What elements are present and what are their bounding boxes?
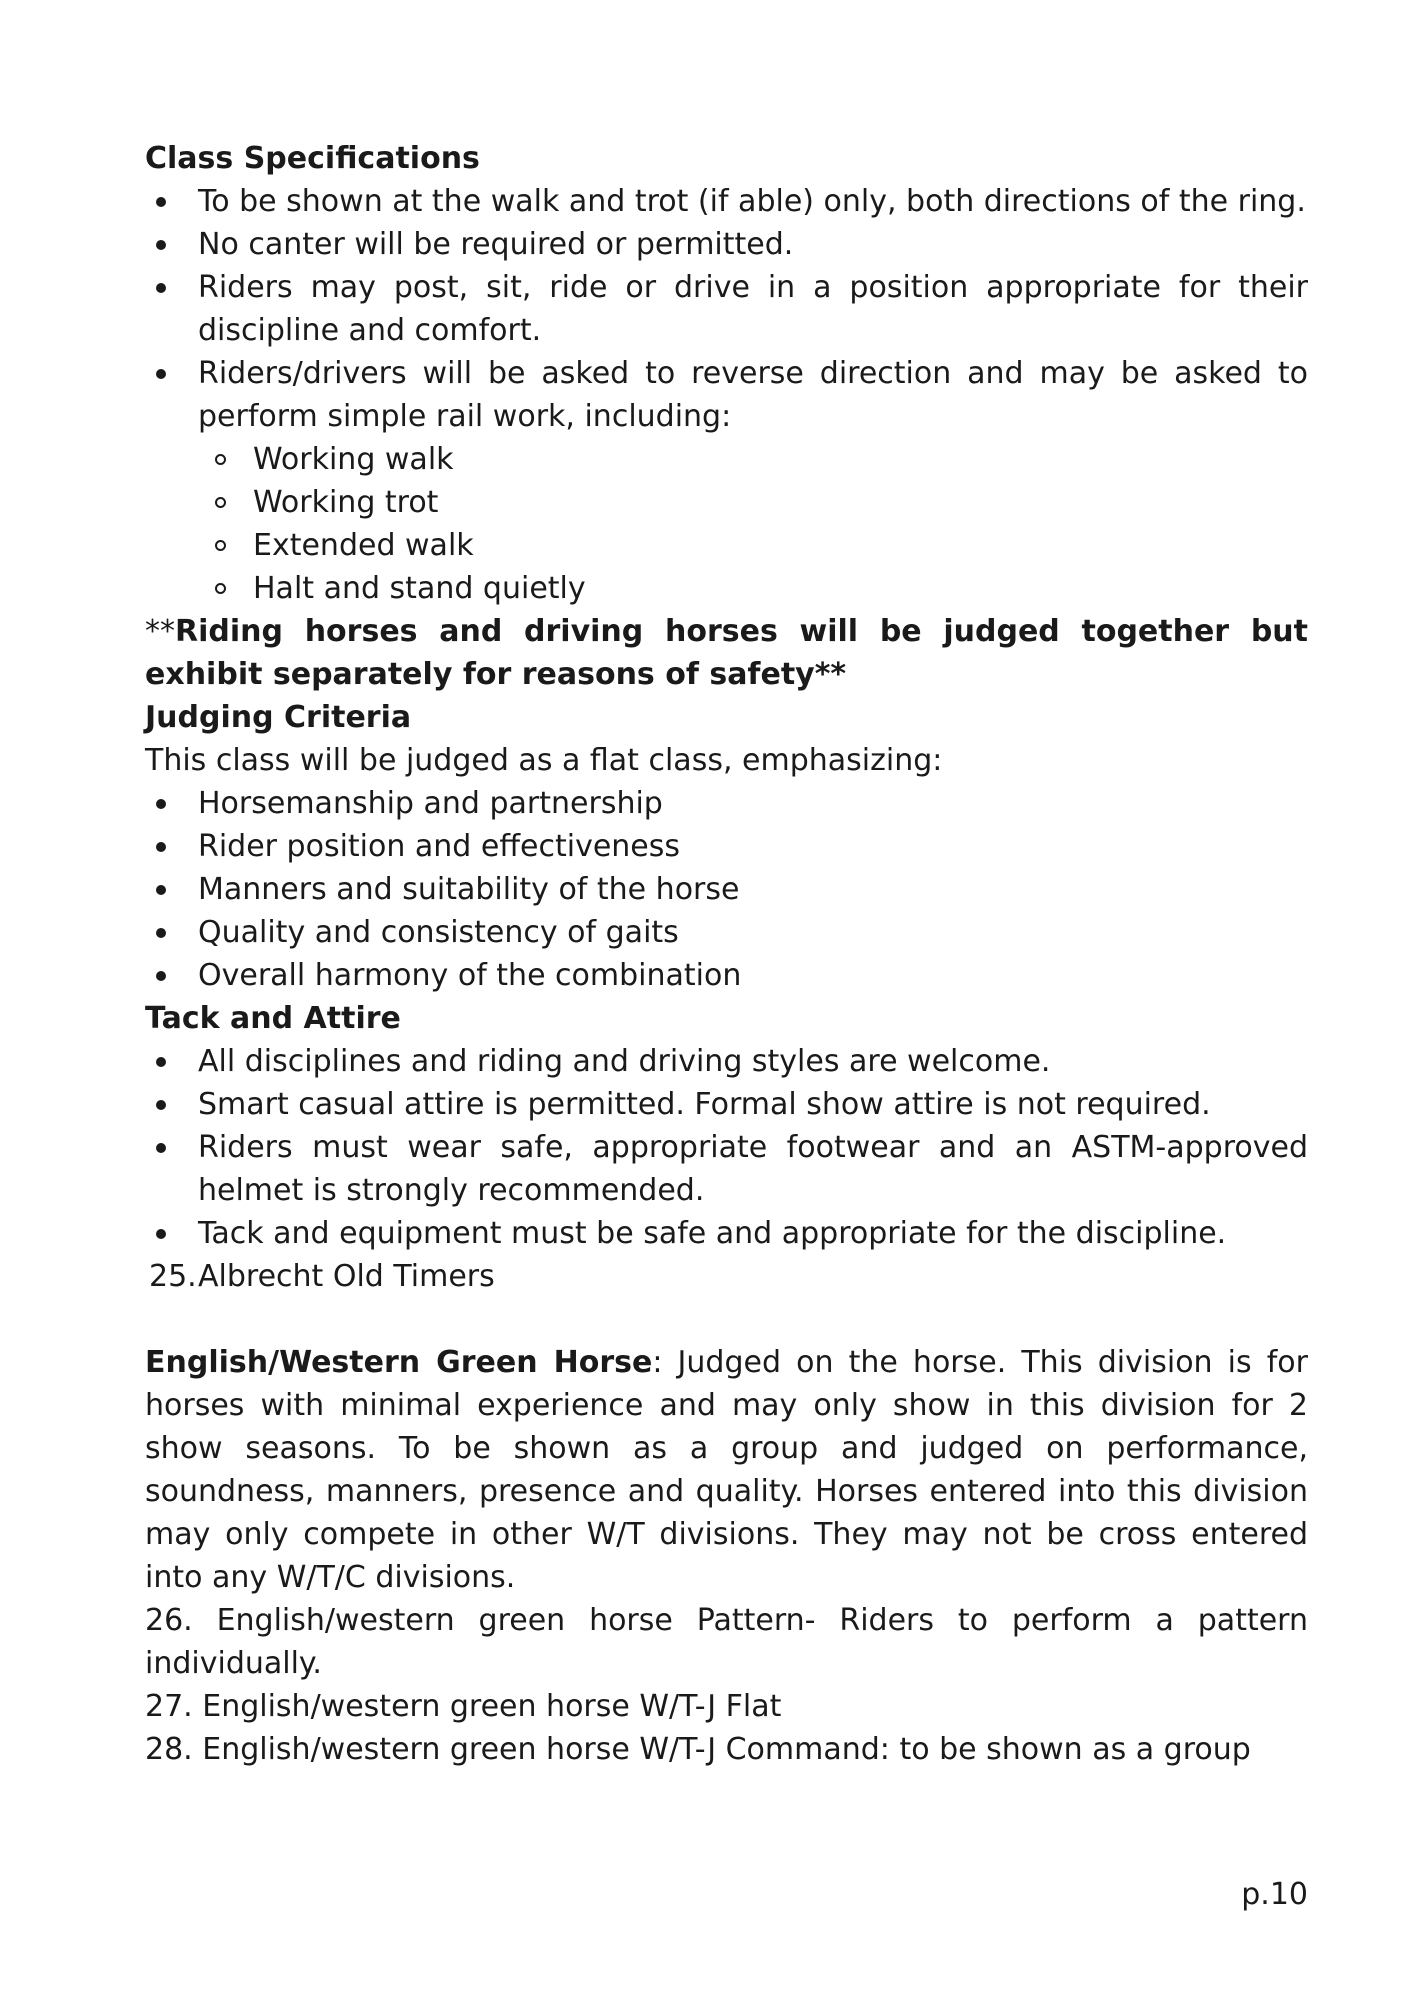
class-specifications-heading: Class Specifications	[145, 141, 480, 176]
bullet-icon	[156, 885, 166, 895]
list-item: Horsemanship and partnership	[145, 782, 1308, 825]
list-item: Tack and equipment must be safe and appropriate for the discipline.	[145, 1212, 1308, 1255]
list-item: Rider position and effectiveness	[145, 825, 1308, 868]
list-item: To be shown at the walk and trot (if able) only, both directions of the ring.	[145, 180, 1308, 223]
class-specifications-list	[145, 180, 1308, 438]
sub-list-item: Working trot	[145, 481, 1308, 524]
class-25-item	[145, 1255, 1308, 1298]
list-item: Riders may post, sit, ride or drive in a position appropriate for their discipline and comfort.	[145, 266, 1308, 352]
page-number: p.10	[1241, 1877, 1308, 1912]
class-28-item: 28. English/western green horse W/T-J Command: to be shown as a group	[145, 1732, 1251, 1767]
sub-list-item: Extended walk	[145, 524, 1308, 567]
spacer	[145, 1298, 1308, 1341]
list-item: Smart casual attire is permitted. Formal show attire is not required.	[145, 1083, 1308, 1126]
sub-list-item: Working walk	[145, 438, 1308, 481]
list-item: No canter will be required or permitted.	[145, 223, 1308, 266]
bullet-icon	[156, 197, 166, 207]
rail-work-list	[145, 438, 1308, 610]
document-page	[145, 137, 1308, 1771]
list-item: Quality and consistency of gaits	[145, 911, 1308, 954]
class-25-number: 25.	[149, 1259, 197, 1294]
bullet-icon	[156, 842, 166, 852]
list-item: Manners and suitability of the horse	[145, 868, 1308, 911]
bullet-icon	[156, 1100, 166, 1110]
hollow-bullet-icon	[215, 454, 226, 465]
green-horse-paragraph	[145, 1341, 1308, 1599]
judging-criteria-heading: Judging Criteria	[145, 700, 412, 735]
hollow-bullet-icon	[215, 497, 226, 508]
list-item: Riders must wear safe, appropriate footwear and an ASTM-approved helmet is strongly recommended.	[145, 1126, 1308, 1212]
class-27-item: 27. English/western green horse W/T-J Flat	[145, 1689, 782, 1724]
bullet-icon	[156, 928, 166, 938]
hollow-bullet-icon	[215, 583, 226, 594]
list-item: Overall harmony of the combination	[145, 954, 1308, 997]
bullet-icon	[156, 799, 166, 809]
bullet-icon	[156, 1057, 166, 1067]
hollow-bullet-icon	[215, 540, 226, 551]
green-horse-title: English/Western Green Horse	[145, 1345, 653, 1380]
bullet-icon	[156, 240, 166, 250]
sub-list-item: Halt and stand quietly	[145, 567, 1308, 610]
list-item: Riders/drivers will be asked to reverse direction and may be asked to perform simple rail work, including:	[145, 352, 1308, 438]
class-25-text: Albrecht Old Timers	[198, 1259, 495, 1294]
tack-attire-heading: Tack and Attire	[145, 1001, 401, 1036]
green-horse-description: : Judged on the horse. This division is for horses with minimal experience and may only show in this division for 2 show seasons. To be shown as a group and judged on performance, soundness, manners, presence and quality. Horses entered into this division may only compete in other W/T divisions. They may not be cross entered into any W/T/C divisions.	[145, 1345, 1308, 1595]
safety-note: **Riding horses and driving horses will be judged together but exhibit separately for reasons of safety**	[145, 614, 1308, 692]
class-26-item: 26. English/western green horse Pattern- Riders to perform a pattern individually.	[145, 1603, 1308, 1681]
bullet-icon	[156, 283, 166, 293]
bullet-icon	[156, 971, 166, 981]
bullet-icon	[156, 1229, 166, 1239]
bullet-icon	[156, 369, 166, 379]
list-item: All disciplines and riding and driving styles are welcome.	[145, 1040, 1308, 1083]
tack-attire-list	[145, 1040, 1308, 1255]
judging-criteria-intro: This class will be judged as a flat class, emphasizing:	[145, 743, 943, 778]
judging-criteria-list	[145, 782, 1308, 997]
bullet-icon	[156, 1143, 166, 1153]
